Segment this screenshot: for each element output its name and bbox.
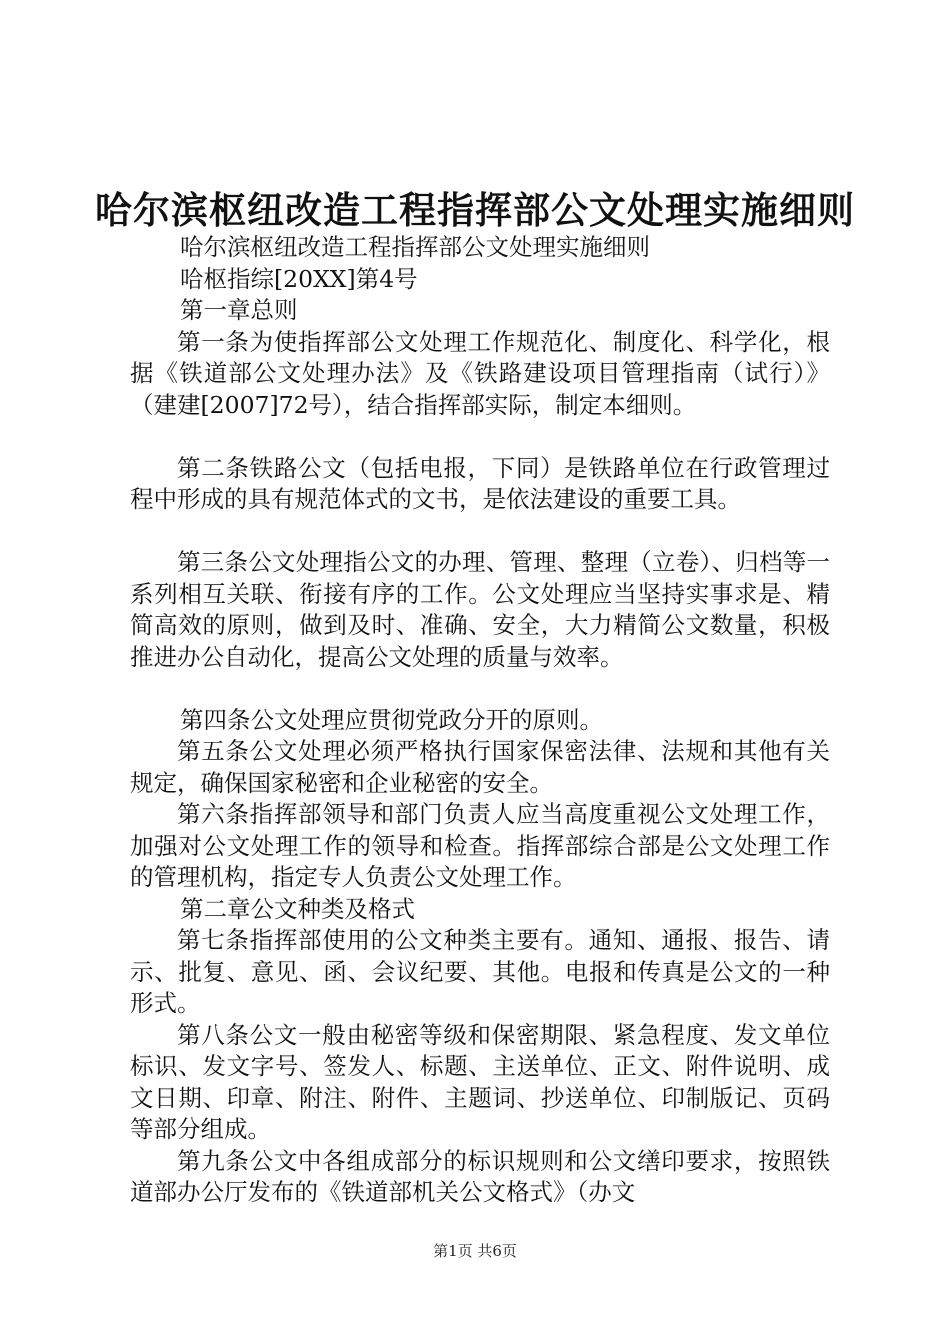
document-body [130, 232, 830, 1209]
article-6: 第六条指挥部领导和部门负责人应当高度重视公文处理工作，加强对公文处理工作的领导和检查。指挥部综合部是公文处理工作的管理机构，指定专人负责公文处理工作。 [130, 800, 830, 891]
article-7: 第七条指挥部使用的公文种类主要有。通知、通报、报告、请示、批复、意见、函、会议纪要、其他。电报和传真是公文的一种形式。 [130, 926, 830, 1017]
chapter-heading-2: 第二章公文种类及格式 [180, 894, 415, 923]
document-number: 哈枢指综[20XX]第4号 [180, 264, 418, 293]
document-subtitle: 哈尔滨枢纽改造工程指挥部公文处理实施细则 [180, 233, 650, 261]
article-1: 第一条为使指挥部公文处理工作规范化、制度化、科学化，根据《铁道部公文处理办法》及《铁路建设项目管理指南（试行）》（建建[2007]72号），结合指挥部实际，制定本细则。 [130, 327, 830, 419]
article-9: 第九条公文中各组成部分的标识规则和公文缮印要求，按照铁道部办公厅发布的《铁道部机关公文格式》（办文 [130, 1146, 830, 1206]
article-4: 第四条公文处理应贯彻党政分开的原则。 [180, 705, 603, 734]
document-title: 哈尔滨枢纽改造工程指挥部公文处理实施细则 [95, 188, 855, 232]
chapter-heading-1: 第一章总则 [180, 296, 298, 324]
page-footer: 第1页 共6页 [433, 1242, 517, 1260]
article-2: 第二条铁路公文（包括电报，下同）是铁路单位在行政管理过程中形成的具有规范体式的文书，是依法建设的重要工具。 [130, 453, 830, 513]
article-3: 第三条公文处理指公文的办理、管理、整理（立卷）、归档等一系列相互关联、衔接有序的工作。公文处理应当坚持实事求是、精简高效的原则，做到及时、准确、安全，大力精简公文数量，积极推进办公自动化，提高公文处理的质量与效率。 [130, 548, 830, 671]
article-8: 第八条公文一般由秘密等级和保密期限、紧急程度、发文单位标识、发文字号、签发人、标题、主送单位、正文、附件说明、成文日期、印章、附注、附件、主题词、抄送单位、印制版记、页码等部分组成。 [130, 1020, 830, 1143]
article-5: 第五条公文处理必须严格执行国家保密法律、法规和其他有关规定，确保国家秘密和企业秘密的安全。 [130, 737, 830, 797]
